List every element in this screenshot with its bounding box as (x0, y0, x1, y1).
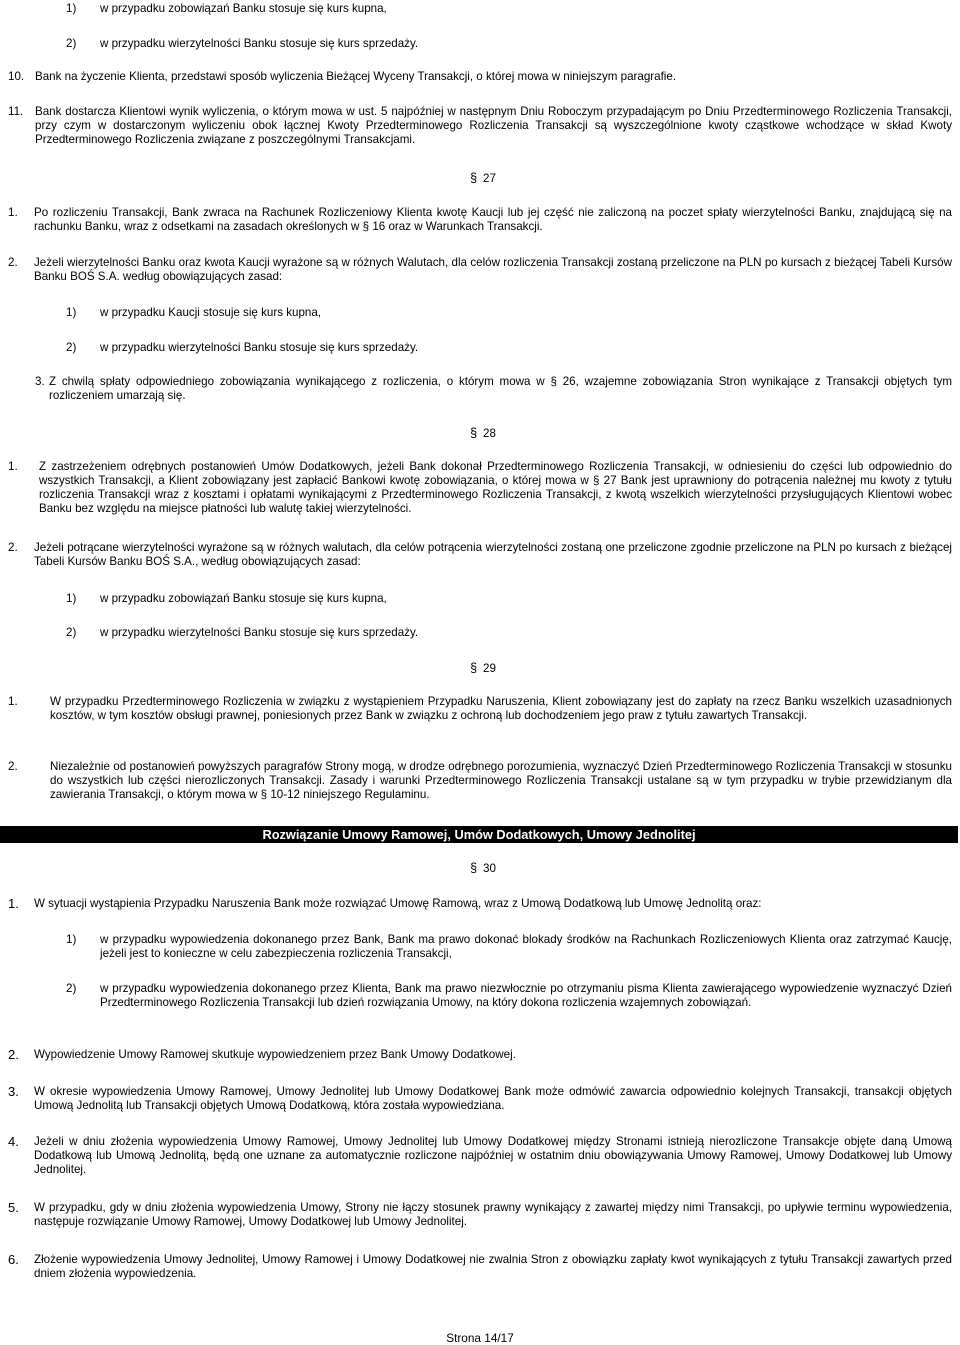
paragraph-number: 1. (8, 206, 18, 219)
section-sign: § (470, 861, 478, 875)
paragraph-number: 2. (8, 1047, 19, 1062)
list-text: w przypadku wypowiedzenia dokonanego przez Klienta, Bank ma prawo niezwłocznie po otrzymaniu pisma Klienta zawierającego wypowiedzenie wyznaczyć Dzień Przedterminowego Rozliczenia Transakcji lub dzień rozwiązania Umowy, na który dokona rozliczenia wzajemnych zobowiązań. (100, 982, 952, 1009)
list-item (66, 933, 952, 961)
paragraph (8, 1253, 952, 1281)
list-item (66, 341, 952, 355)
paragraph-text: Wypowiedzenie Umowy Ramowej skutkuje wypowiedzeniem przez Bank Umowy Dodatkowej. (34, 1048, 516, 1061)
paragraph (8, 897, 952, 911)
paragraph-text: Z chwilą spłaty odpowiedniego zobowiązania wynikającego z rozliczenia, o którym mowa w § 26, wzajemne zobowiązania Stron wynikające z Transakcji objętych tym rozliczeniem umarzają się. (49, 375, 952, 402)
paragraph-number: 3. (35, 375, 45, 388)
list-text: w przypadku wierzytelności Banku stosuje się kurs sprzedaży. (100, 37, 419, 50)
list-item (66, 306, 952, 320)
list-item (66, 626, 952, 640)
paragraph-text: Po rozliczeniu Transakcji, Bank zwraca na Rachunek Rozliczeniowy Klienta kwotę Kaucji lub jej część nie zaliczoną na poczet spłaty wierzytelności Banku, znajdującą się na rachunku Banku, wraz z odsetkami na zasadach określonych w § 16 oraz w Warunkach Transakcji. (34, 206, 952, 233)
paragraph (8, 105, 952, 147)
section-heading (0, 426, 960, 441)
page-number: Strona 14/17 (446, 1331, 514, 1345)
paragraph-number: 2. (8, 256, 18, 269)
paragraph (8, 695, 952, 723)
paragraph-number: 1. (8, 695, 18, 708)
section-number: 28 (483, 427, 496, 440)
paragraph-text: W okresie wypowiedzenia Umowy Ramowej, Umowy Jednolitej lub Umowy Dodatkowej Bank może odmówić zawarcia odpowiednio kolejnych Transakcji, transakcji objętych Umową Jednolitą lub Transakcji objętych Umową Dodatkową, która została wypowiedziana. (34, 1085, 952, 1112)
section-sign: § (470, 426, 478, 440)
list-number: 2) (66, 982, 77, 995)
list-item (66, 982, 952, 1010)
paragraph (8, 460, 952, 516)
paragraph (8, 760, 952, 802)
paragraph-text: Złożenie wypowiedzenia Umowy Jednolitej, Umowy Ramowej i Umowy Dodatkowej nie zwalnia Stron z obowiązku zapłaty kwot wynikających z tytułu Transakcji zawartych przed dniem złożenia wypowiedzenia. (34, 1253, 952, 1280)
list-number: 1) (66, 306, 77, 319)
list-number: 2) (66, 37, 77, 50)
list-number: 1) (66, 933, 77, 946)
list-text: w przypadku Kaucji stosuje się kurs kupna, (100, 306, 322, 319)
paragraph (8, 206, 952, 234)
list-item (66, 592, 952, 606)
paragraph (8, 256, 952, 284)
paragraph (8, 1201, 952, 1229)
list-text: w przypadku wypowiedzenia dokonanego przez Bank, Bank ma prawo dokonać blokady środków na Rachunkach Rozliczeniowych Klienta oraz zatrzymać Kaucję, jeżeli jest to konieczne w celu zabezpieczenia rozliczenia Transakcji, (100, 933, 952, 960)
paragraph-number: 1. (8, 460, 18, 473)
paragraph-number: 3. (8, 1084, 19, 1099)
list-item (66, 37, 952, 51)
paragraph (8, 1048, 952, 1062)
paragraph-number: 10. (8, 70, 25, 83)
paragraph-text: Jeżeli wierzytelności Banku oraz kwota Kaucji wyrażone są w różnych Walutach, dla celów rozliczenia Transakcji zostaną przeliczone na PLN po kursach z bieżącej Tabeli Kursów Banku BOŚ S.A. według obowiązujących zasad: (34, 256, 952, 283)
section-heading (0, 661, 960, 676)
section-number: 29 (483, 662, 496, 675)
paragraph (35, 375, 952, 403)
paragraph (8, 541, 952, 569)
list-item (66, 2, 952, 16)
list-number: 1) (66, 2, 77, 15)
section-heading (0, 861, 960, 876)
list-text: w przypadku zobowiązań Banku stosuje się kurs kupna, (100, 592, 387, 605)
section-sign: § (470, 661, 478, 675)
section-number: 30 (483, 862, 496, 875)
paragraph-text: W sytuacji wystąpienia Przypadku Naruszenia Bank może rozwiązać Umowę Ramową, wraz z Umową Dodatkową lub Umowę Jednolitą oraz: (34, 897, 762, 910)
paragraph-number: 2. (8, 541, 18, 554)
list-number: 1) (66, 592, 77, 605)
paragraph-number: 2. (8, 760, 18, 773)
paragraph (8, 1085, 952, 1113)
paragraph-number: 4. (8, 1134, 19, 1149)
section-heading (0, 171, 960, 186)
list-number: 2) (66, 341, 77, 354)
paragraph (8, 1135, 952, 1177)
paragraph-number: 1. (8, 896, 19, 911)
paragraph-text: Bank na życzenie Klienta, przedstawi sposób wyliczenia Bieżącej Wyceny Transakcji, o której mowa w niniejszym paragrafie. (35, 70, 677, 83)
paragraph (8, 70, 952, 84)
paragraph-text: Jeżeli potrącane wierzytelności wyrażone są w różnych walutach, dla celów potrącenia wierzytelności zostaną one przeliczone zgodnie przeliczone na PLN po kursach z bieżącej Tabeli Kursów Banku BOŚ S.A., według obowiązujących zasad: (34, 541, 952, 568)
section-sign: § (470, 171, 478, 185)
paragraph-number: 6. (8, 1252, 19, 1267)
paragraph-number: 5. (8, 1200, 19, 1215)
paragraph-text: Jeżeli w dniu złożenia wypowiedzenia Umowy Ramowej, Umowy Jednolitej lub Umowy Dodatkowej między Stronami istnieją nierozliczone Transakcje objęte daną Umową Dodatkową lub Umową Jednolitą, będą one uznane za automatycznie rozliczone najpóźniej w ostatnim dniu obowiązywania Umowy Ramowej, Umowy Dodatkowej lub Umowy Jednolitej. (34, 1135, 952, 1176)
list-number: 2) (66, 626, 77, 639)
section-banner: Rozwiązanie Umowy Ramowej, Umów Dodatkowych, Umowy Jednolitej (0, 826, 958, 843)
paragraph-text: W przypadku Przedterminowego Rozliczenia w związku z wystąpieniem Przypadku Naruszenia, Klient zobowiązany jest do zapłaty na rzecz Banku wszelkich uzasadnionych kosztów, w tym kosztów obsługi prawnej, poniesionych przez Bank w związku z ochroną lub dochodzeniem jego praw z tytułu zawartych Transakcji. (50, 695, 952, 722)
section-number: 27 (483, 172, 496, 185)
paragraph-text: Z zastrzeżeniem odrębnych postanowień Umów Dodatkowych, jeżeli Bank dokonał Przedterminowego Rozliczenia Transakcji, w odniesieniu do części lub odpowiednio do wszystkich Transakcji, a Klient zobowiązany jest zapłacić Bankowi kwotę zobowiązania, o której mowa w § 27 Bank jest uprawniony do potrącenia należnej mu kwoty z tytułu rozliczenia Transakcji wraz z kosztami i opłatami wynikającymi z Przedterminowego Rozliczenia Transakcji, z kwotą wszelkich wierzytelności przysługujących Klientowi wobec Banku bez względu na miejsce płatności lub walutę takiej wierzytelności. (39, 460, 952, 515)
paragraph-text: W przypadku, gdy w dniu złożenia wypowiedzenia Umowy, Strony nie łączy stosunek prawny wynikający z zawartej między nimi Transakcji, po upływie terminu wypowiedzenia, następuje rozwiązanie Umowy Ramowej, Umowy Dodatkowej lub Umowy Jednolitej. (34, 1201, 952, 1228)
paragraph-text: Bank dostarcza Klientowi wynik wyliczenia, o którym mowa w ust. 5 najpóźniej w następnym Dniu Roboczym przypadającym po Dniu Przedterminowego Rozliczenia Transakcji, przy czym w dostarczonym wyliczeniu obok łącznej Kwoty Przedterminowego Rozliczenia Transakcji są wyszczególnione kwoty cząstkowe wchodzące w skład Kwoty Przedterminowego Rozliczenia związane z poszczególnymi Transakcjami. (35, 105, 952, 146)
paragraph-number: 11. (8, 105, 24, 118)
paragraph-text: Niezależnie od postanowień powyższych paragrafów Strony mogą, w drodze odrębnego porozumienia, wyznaczyć Dzień Przedterminowego Rozliczenia Transakcji w stosunku do wszystkich lub części nierozliczonych Transakcji. Zasady i warunki Przedterminowego Rozliczenia Transakcji ustalane są w tym przypadku w trybie przewidzianym dla zawierania Transakcji, o którym mowa w § 10-12 niniejszego Regulaminu. (50, 760, 952, 801)
list-text: w przypadku wierzytelności Banku stosuje się kurs sprzedaży. (100, 341, 419, 354)
list-text: w przypadku zobowiązań Banku stosuje się kurs kupna, (100, 2, 387, 15)
list-text: w przypadku wierzytelności Banku stosuje się kurs sprzedaży. (100, 626, 419, 639)
